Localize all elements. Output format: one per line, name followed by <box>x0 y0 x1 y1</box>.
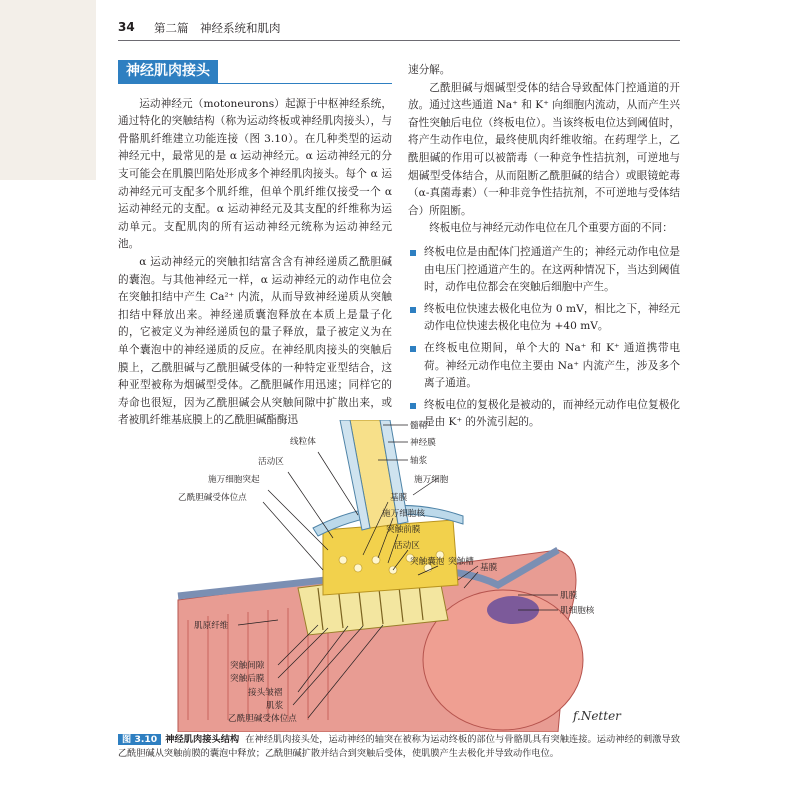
paragraph: 速分解。 <box>408 64 451 76</box>
bullet-text: 在终板电位期间，单个大的 Na⁺ 和 K⁺ 通道携带电荷。神经元动作电位主要由 Na⁺ 内流产生，涉及多个离子通道。 <box>424 341 680 390</box>
label-sarcolemma: 肌膜 <box>560 591 578 601</box>
label-postsynaptic-membrane: 突触后膜 <box>230 674 265 684</box>
label-muscle-cell-nucleus: 肌细胞核 <box>560 606 595 616</box>
running-section-title: 第二篇 神经系统和肌肉 <box>154 21 281 35</box>
label-sarcoplasm: 肌浆 <box>266 701 284 711</box>
label-myofibril: 肌原纤维 <box>194 621 229 631</box>
section-heading: 神经肌肉接头 <box>118 60 218 84</box>
bullet-item <box>408 340 680 393</box>
bullet-text: 终板电位快速去极化电位为 0 mV，相比之下，神经元动作电位快速去极化电位为 +40 mV。 <box>424 302 680 333</box>
bullet-square-icon <box>410 403 416 409</box>
bullet-text: 终板电位的复极化是被动的，而神经元动作电位复极化是由 K⁺ 的外流引起的。 <box>424 398 680 429</box>
paragraph: 终板电位与神经元动作电位在几个重要方面的不同： <box>429 222 673 235</box>
figure-number: 图 3.10 <box>118 734 161 745</box>
artist-signature: f.Netter <box>573 709 621 723</box>
paragraph: 乙酰胆碱与烟碱型受体的结合导致配体门控通道的开放。通过这些通道 Na⁺ 和 K⁺ 向细胞内流动，从而产生兴奋性突触后电位（终板电位）。当该终板电位达到阈值时，将产生动作电位，最终使肌肉纤维收缩。在药理学上，乙酰胆碱的作用可以被箭毒（一种竞争性拮抗剂，可逆地与烟碱型受体结合，从而阻断乙酰胆碱的结合）或眼镜蛇毒（α-真菌毒素）（一种非竞争性拮抗剂，不可逆地与受体结合）所阻断。 <box>408 81 680 217</box>
paragraph: 运动神经元（motoneurons）起源于中枢神经系统，通过特化的突触结构（称为运动终板或神经肌肉接头），与骨骼肌纤维建立功能连接（图 3.10）。在几种类型的运动神经元中，最常见的是 α 运动神经元。α 运动神经元的分支可能会在肌膜凹陷处形成多个神经肌肉接头。每个 α 运动神经元可支配多个肌纤维，但单个肌纤维仅接受一个 α 运动神经元的支配。α 运动神经元及其支配的纤维称为运动单元。支配肌肉的所有运动神经元统称为运动神经元池。 <box>118 97 392 251</box>
label-active-zone: 活动区 <box>258 457 284 467</box>
label-schwann-cell-nucleus: 施万细胞核 <box>382 509 425 519</box>
nmj-diagram <box>118 420 680 732</box>
label-basal-lamina: 基膜 <box>390 493 408 503</box>
label-synaptic-trough: 突触槽 <box>448 557 474 567</box>
label-ach-receptor-site-2: 乙酰胆碱受体位点 <box>228 714 297 724</box>
bullet-square-icon <box>410 346 416 352</box>
page-number: 34 <box>118 20 135 34</box>
nmj-illustration <box>118 420 680 732</box>
bullet-item <box>408 244 680 297</box>
heading-rule <box>218 83 392 84</box>
heading-row <box>118 60 392 84</box>
label-synaptic-vesicle: 突触囊泡 <box>410 557 445 567</box>
bullet-text: 终板电位是由配体门控通道产生的；神经元动作电位是由电压门控通道产生的。在这两种情况下，当达到阈值时，动作电位都会在突触后细胞中产生。 <box>424 245 680 294</box>
label-myelin: 髓鞘 <box>410 421 428 431</box>
bullet-square-icon <box>410 307 416 313</box>
label-basement-membrane: 基膜 <box>480 563 498 573</box>
page-header <box>118 18 680 41</box>
caption-text: 在神经肌肉接头处，运动神经的轴突在被称为运动终板的部位与骨骼肌具有突触连接。运动神经的刺激导致乙酰胆碱从突触前膜的囊泡中释放；乙酰胆碱扩散并结合到突触后受体，使肌膜产生去极化并导致动作电位。 <box>118 734 681 759</box>
label-ach-receptor-site: 乙酰胆碱受体位点 <box>178 493 247 503</box>
label-schwann-cell: 施万细胞 <box>414 475 449 485</box>
figure-caption <box>118 733 680 761</box>
bullet-square-icon <box>410 250 416 256</box>
bullet-item <box>408 301 680 336</box>
label-presynaptic-membrane: 突触前膜 <box>386 525 421 535</box>
label-mitochondria: 线粒体 <box>290 437 316 447</box>
right-column <box>408 62 680 436</box>
label-junctional-folds: 接头皱褶 <box>248 688 283 698</box>
label-neurilemma: 神经膜 <box>410 438 436 448</box>
label-axoplasm: 轴浆 <box>410 456 428 466</box>
left-column <box>118 60 392 430</box>
page-edge-tint <box>0 0 96 180</box>
label-synaptic-cleft: 突触间隙 <box>230 661 265 671</box>
label-schwann-process: 施万细胞突起 <box>208 475 260 485</box>
figure-title: 神经肌肉接头结构 <box>165 734 240 745</box>
paragraph: α 运动神经元的突触扣结富含含有神经递质乙酰胆碱的囊泡。与其他神经元一样，α 运动神经元的动作电位会在突触扣结中产生 Ca²⁺ 内流，从而导致神经递质从突触扣结中释放出来。神经递质囊泡释放在本质上是量子化的，它被定义为神经递质包的量子释放，量子被定义为在单个囊泡中的神经递质的反应。在神经肌肉接头的突触后膜上，乙酰胆碱与乙酰胆碱受体的一种特定亚型结合，这种亚型被称为烟碱型受体。乙酰胆碱作用迅速；同样它的寿命也很短，因为乙酰胆碱会从突触间隙中扩散出来，或者被肌纤维基底膜上的乙酰胆碱酯酶迅 <box>118 255 392 427</box>
label-active-zone-2: 活动区 <box>394 541 420 551</box>
bullet-list <box>408 244 680 432</box>
